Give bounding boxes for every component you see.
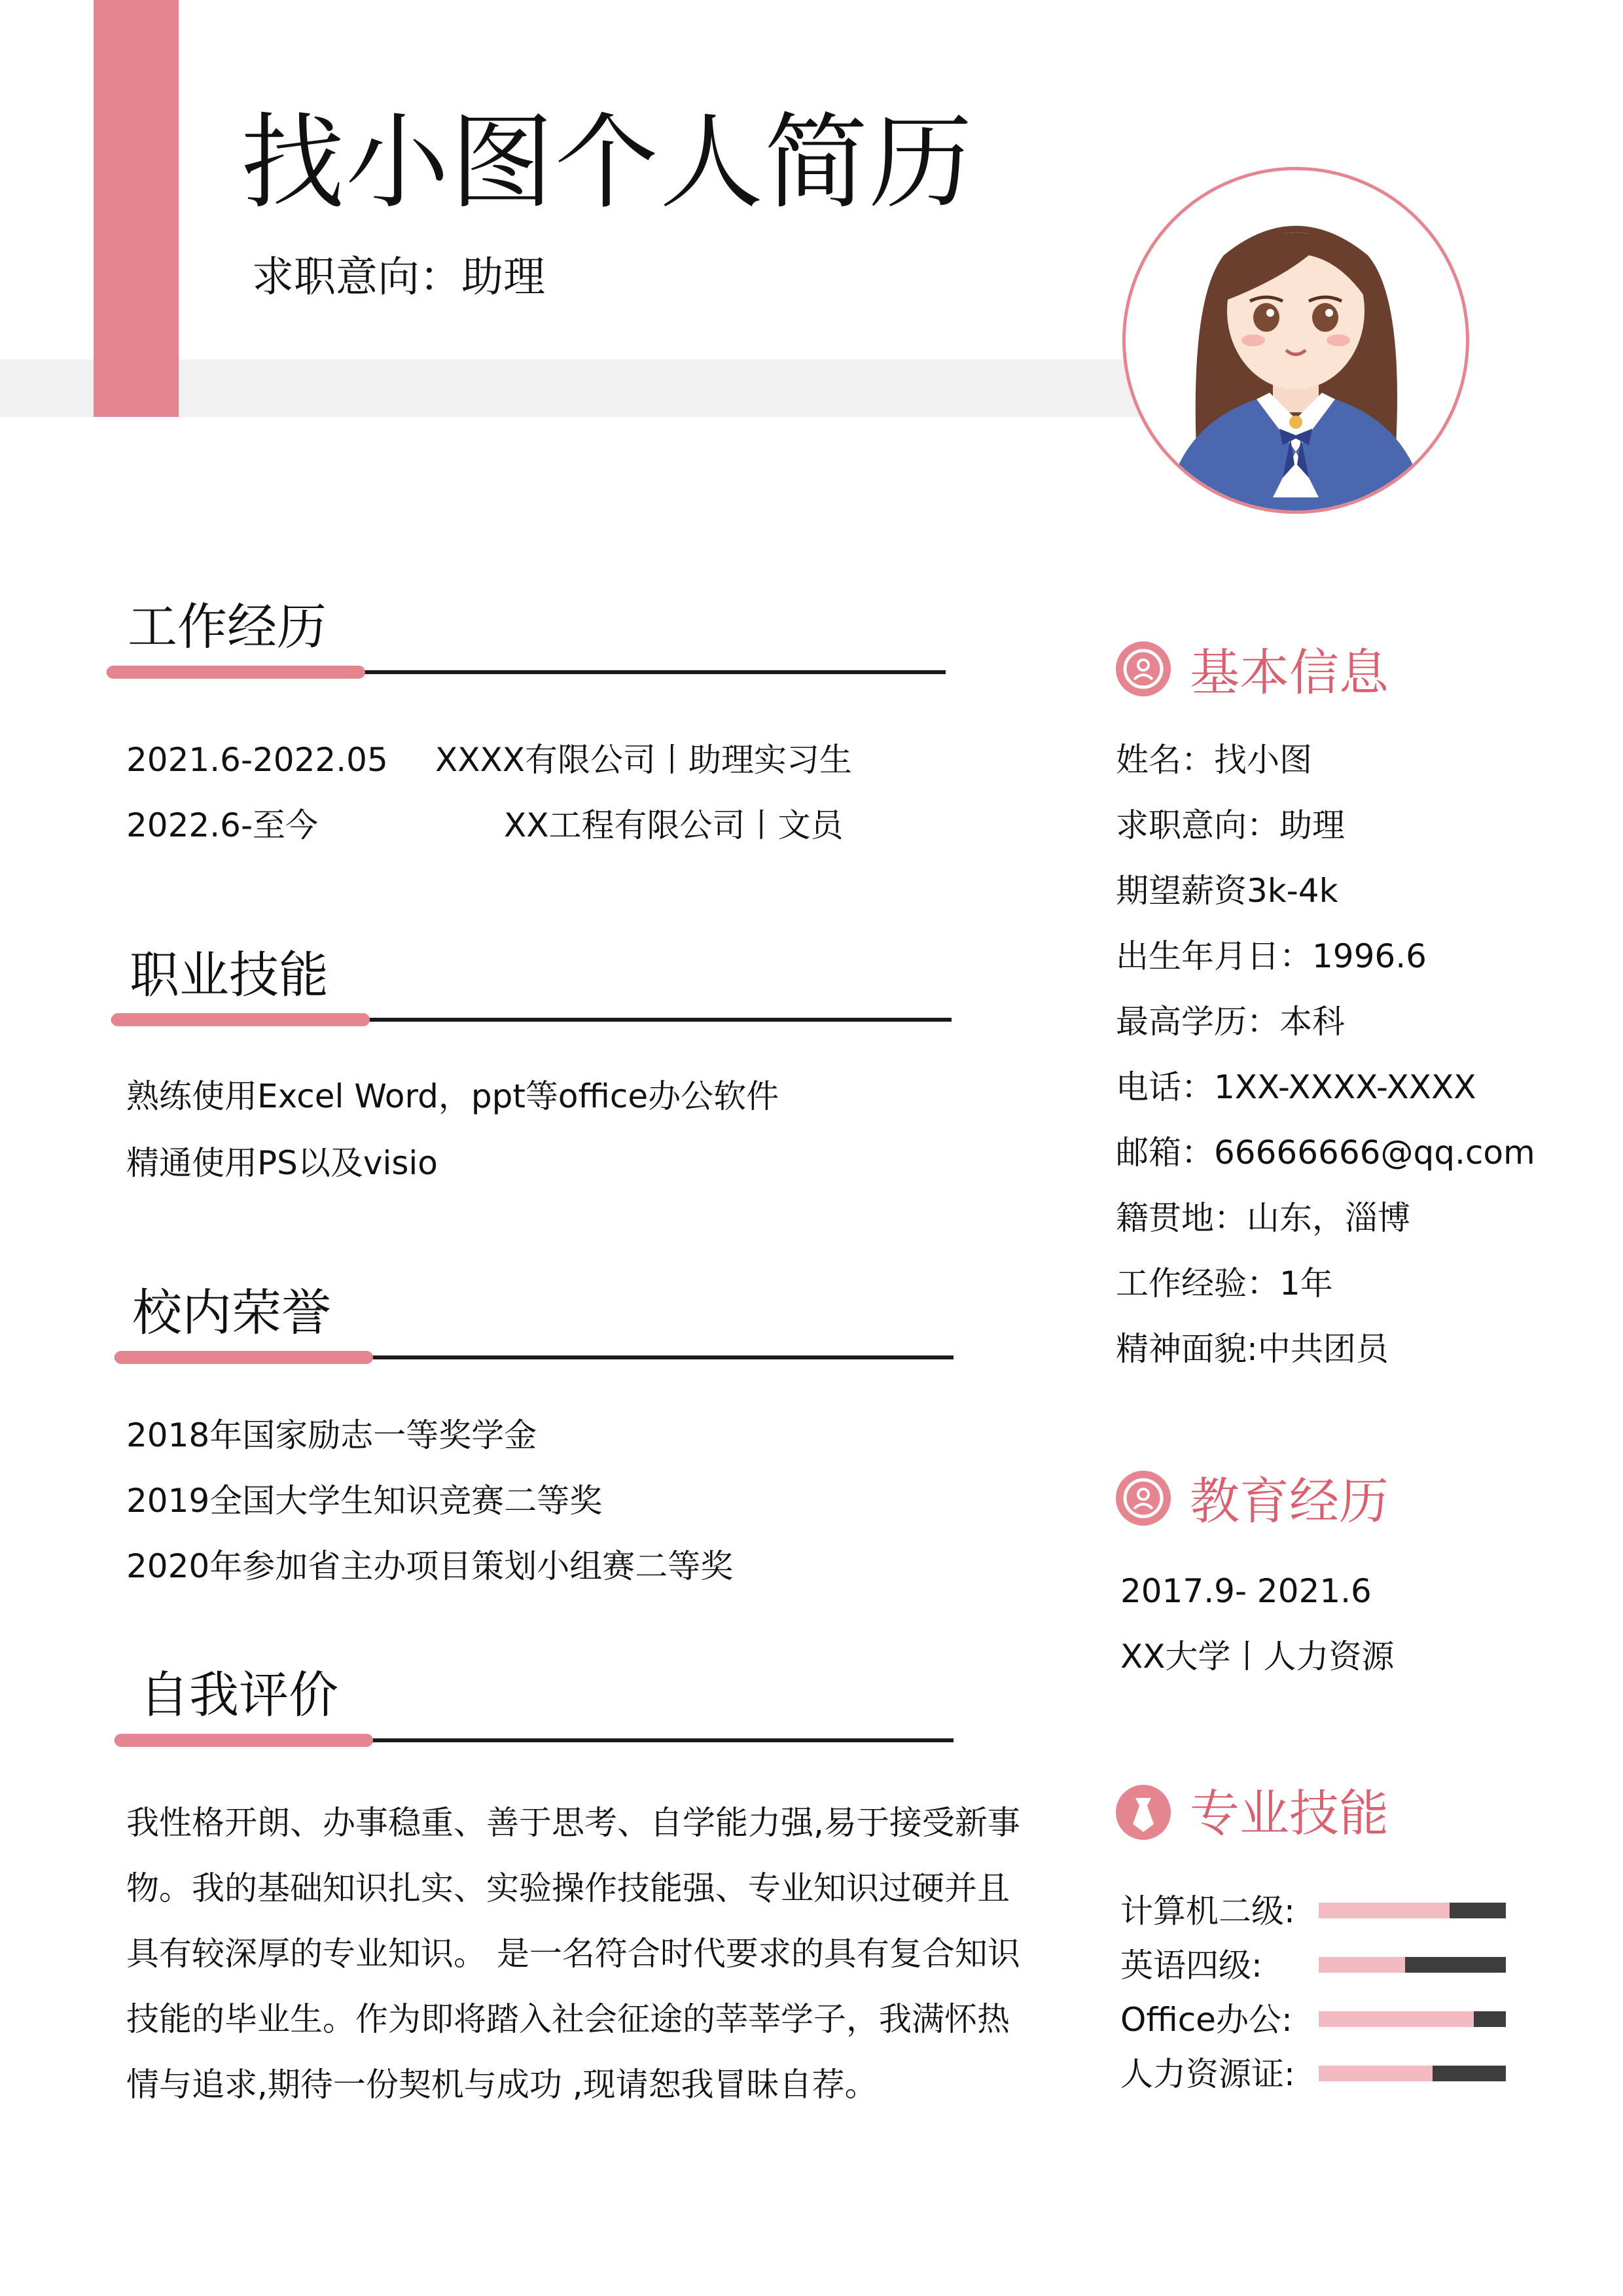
header-band bbox=[0, 359, 1309, 417]
user-icon bbox=[1116, 1471, 1171, 1526]
skill-label: 计算机二级: bbox=[1120, 1892, 1295, 1930]
work-org: XXXX有限公司丨助理实习生 bbox=[435, 741, 853, 779]
skill-line: 精通使用PS以及visio bbox=[126, 1144, 438, 1182]
info-line: 籍贯地：山东，淄博 bbox=[1116, 1199, 1410, 1237]
tie-icon bbox=[1116, 1785, 1171, 1840]
info-line: 期望薪资3k-4k bbox=[1116, 872, 1338, 910]
info-line: 最高学历：本科 bbox=[1116, 1003, 1345, 1041]
header-accent-bar bbox=[94, 0, 179, 417]
info-line: 精神面貌:中共团员 bbox=[1116, 1330, 1389, 1368]
skill-label: 英语四级: bbox=[1120, 1946, 1262, 1984]
skill-bar bbox=[1319, 1903, 1506, 1918]
avatar-illustration bbox=[1126, 170, 1466, 511]
honor-line: 2020年参加省主办项目策划小组赛二等奖 bbox=[126, 1547, 734, 1585]
info-line: 求职意向：助理 bbox=[1116, 806, 1345, 844]
user-icon bbox=[1116, 641, 1171, 696]
info-line: 邮箱：66666666@qq.com bbox=[1116, 1134, 1535, 1172]
info-line: 电话：1XX-XXXX-XXXX bbox=[1116, 1068, 1476, 1106]
section-accent bbox=[115, 1351, 373, 1364]
section-accent bbox=[111, 1013, 370, 1026]
edu-line: XX大学丨人力资源 bbox=[1120, 1638, 1395, 1676]
resume-title: 找小图个人简历 bbox=[241, 103, 974, 223]
section-accent bbox=[107, 666, 365, 679]
edu-line: 2017.9- 2021.6 bbox=[1120, 1572, 1372, 1610]
info-line: 出生年月日：1996.6 bbox=[1116, 937, 1427, 975]
skill-bar-fill bbox=[1319, 2011, 1474, 2027]
honor-line: 2018年国家励志一等奖学金 bbox=[126, 1416, 537, 1454]
section-heading-basic-info: 基本信息 bbox=[1190, 643, 1389, 702]
avatar bbox=[1122, 167, 1469, 514]
skill-line: 熟练使用Excel Word，ppt等office办公软件 bbox=[126, 1077, 779, 1115]
honor-line: 2019全国大学生知识竞赛二等奖 bbox=[126, 1482, 603, 1520]
skill-bar bbox=[1319, 2011, 1506, 2027]
skill-bar bbox=[1319, 1957, 1506, 1973]
work-date: 2022.6-至今 bbox=[126, 806, 318, 844]
skill-bar-fill bbox=[1319, 1903, 1450, 1918]
self-eval-text: 我性格开朗、办事稳重、善于思考、自学能力强,易于接受新事物。我的基础知识扎实、实验操作技能强、专业知识过硬并且具有较深厚的专业知识。 是一名符合时代要求的具有复合知识技能的毕业生。作为即将踏入社会征途的莘莘学子，我满怀热情与追求,期待一份契机与成功 ,现请恕我冒昧自荐。 bbox=[126, 1804, 1020, 2104]
work-org: XX工程有限公司丨文员 bbox=[504, 806, 844, 844]
job-intention: 求职意向：助理 bbox=[252, 253, 545, 302]
section-heading-pro-skills: 专业技能 bbox=[1190, 1784, 1389, 1842]
section-heading-work: 工作经历 bbox=[128, 598, 327, 656]
skill-bar bbox=[1319, 2066, 1506, 2081]
section-heading-education: 教育经历 bbox=[1190, 1472, 1389, 1530]
section-heading-self-eval: 自我评价 bbox=[139, 1666, 338, 1724]
skill-bar-fill bbox=[1319, 1957, 1405, 1973]
section-heading-skills: 职业技能 bbox=[130, 946, 329, 1004]
section-accent bbox=[115, 1734, 373, 1747]
info-line: 姓名：找小图 bbox=[1116, 741, 1312, 779]
work-date: 2021.6-2022.05 bbox=[126, 741, 388, 779]
skill-label: 人力资源证: bbox=[1120, 2055, 1295, 2093]
section-heading-honors: 校内荣誉 bbox=[132, 1283, 331, 1342]
skill-bar-fill bbox=[1319, 2066, 1433, 2081]
skill-label: Office办公: bbox=[1120, 2001, 1293, 2039]
info-line: 工作经验：1年 bbox=[1116, 1265, 1333, 1302]
